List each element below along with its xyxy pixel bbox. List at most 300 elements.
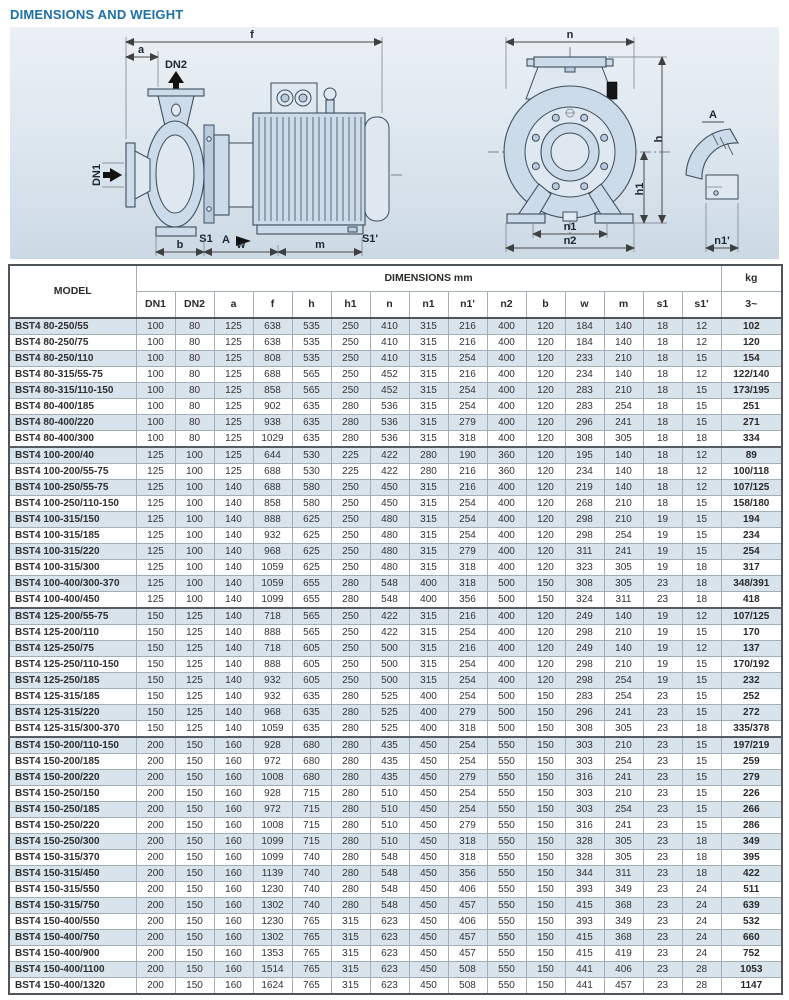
- weight-cell: 137: [721, 641, 782, 657]
- dimension-cell: 280: [331, 754, 370, 770]
- dimension-cell: 450: [409, 946, 448, 962]
- weight-cell: 100/118: [721, 464, 782, 480]
- table-row: [9, 351, 782, 367]
- dimension-cell: 254: [448, 689, 487, 705]
- dimension-cell: 150: [175, 770, 214, 786]
- dimension-cell: 968: [253, 705, 292, 721]
- dimension-cell: 400: [487, 528, 526, 544]
- dimension-cell: 550: [487, 962, 526, 978]
- dimension-cell: 280: [331, 802, 370, 818]
- dimension-cell: 160: [214, 818, 253, 834]
- dimension-cell: 368: [604, 930, 643, 946]
- dimension-cell: 18: [643, 496, 682, 512]
- dimension-cell: 140: [604, 608, 643, 625]
- weight-cell: 194: [721, 512, 782, 528]
- dimension-cell: 480: [370, 512, 409, 528]
- dimension-cell: 18: [643, 399, 682, 415]
- dimension-cell: 125: [214, 447, 253, 464]
- dimension-cell: 480: [370, 544, 409, 560]
- dimension-cell: 125: [136, 528, 175, 544]
- dimension-cell: 210: [604, 351, 643, 367]
- dimension-cell: 150: [526, 689, 565, 705]
- dimensions-table: [8, 264, 783, 995]
- table-row: [9, 737, 782, 754]
- dimension-cell: 120: [526, 608, 565, 625]
- dimension-cell: 160: [214, 978, 253, 995]
- dimension-cell: 305: [604, 560, 643, 576]
- dimension-cell: 280: [331, 882, 370, 898]
- table-row: [9, 962, 782, 978]
- dimension-cell: 15: [682, 705, 721, 721]
- col-header-a: a: [214, 292, 253, 319]
- dimension-cell: 305: [604, 576, 643, 592]
- col-header-b: b: [526, 292, 565, 319]
- dimension-cell: 15: [682, 512, 721, 528]
- dimension-cell: 550: [487, 754, 526, 770]
- dimension-cell: 100: [136, 431, 175, 448]
- dimension-cell: 525: [370, 705, 409, 721]
- dimension-cell: 638: [253, 335, 292, 351]
- model-cell: BST4 150-315/550: [9, 882, 136, 898]
- dimension-cell: 150: [526, 850, 565, 866]
- dimension-cell: 80: [175, 399, 214, 415]
- dimension-cell: 580: [292, 496, 331, 512]
- dimension-cell: 400: [487, 383, 526, 399]
- dimension-cell: 1059: [253, 576, 292, 592]
- dimension-cell: 565: [292, 625, 331, 641]
- dimension-cell: 1302: [253, 930, 292, 946]
- dimension-cell: 525: [370, 721, 409, 738]
- dimension-cell: 120: [526, 318, 565, 335]
- dimension-cell: 200: [136, 834, 175, 850]
- table-row: [9, 464, 782, 480]
- dimension-cell: 100: [175, 544, 214, 560]
- model-cell: BST4 80-400/220: [9, 415, 136, 431]
- dimension-cell: 23: [643, 592, 682, 609]
- dimension-cell: 932: [253, 689, 292, 705]
- dimension-cell: 150: [136, 689, 175, 705]
- dimension-cell: 150: [526, 866, 565, 882]
- dimension-cell: 298: [565, 657, 604, 673]
- dimension-cell: 18: [682, 834, 721, 850]
- dimension-cell: 150: [175, 882, 214, 898]
- col-header-n1: n1: [409, 292, 448, 319]
- dimension-cell: 305: [604, 834, 643, 850]
- dimension-cell: 315: [409, 608, 448, 625]
- dimension-cell: 100: [175, 592, 214, 609]
- dimension-cell: 356: [448, 592, 487, 609]
- col-header-f: f: [253, 292, 292, 319]
- dimension-cell: 150: [175, 978, 214, 995]
- dimension-cell: 125: [136, 560, 175, 576]
- dimension-cell: 1099: [253, 592, 292, 609]
- dimension-cell: 250: [331, 367, 370, 383]
- dimension-cell: 740: [292, 866, 331, 882]
- table-row: [9, 802, 782, 818]
- dimension-cell: 15: [682, 544, 721, 560]
- model-cell: BST4 100-200/55-75: [9, 464, 136, 480]
- dimension-cell: 400: [487, 351, 526, 367]
- model-cell: BST4 80-315/110-150: [9, 383, 136, 399]
- dimension-cell: 125: [214, 335, 253, 351]
- dimension-cell: 254: [604, 754, 643, 770]
- dimension-cell: 550: [487, 770, 526, 786]
- dimension-cell: 125: [175, 705, 214, 721]
- dimension-cell: 15: [682, 383, 721, 399]
- dimension-cell: 15: [682, 351, 721, 367]
- dimension-cell: 400: [487, 399, 526, 415]
- dimension-cell: 254: [604, 673, 643, 689]
- dimension-cell: 298: [565, 625, 604, 641]
- dimension-cell: 184: [565, 318, 604, 335]
- dimension-cell: 1099: [253, 834, 292, 850]
- dimension-cell: 250: [331, 657, 370, 673]
- dimension-cell: 80: [175, 383, 214, 399]
- dimension-cell: 550: [487, 946, 526, 962]
- table-row: [9, 786, 782, 802]
- kg-header: kg: [721, 265, 782, 292]
- dimension-cell: 625: [292, 528, 331, 544]
- table-row: [9, 641, 782, 657]
- pump-side-view: [91, 29, 404, 256]
- page-title: DIMENSIONS AND WEIGHT: [10, 7, 184, 22]
- dimension-cell: 210: [604, 512, 643, 528]
- dimension-cell: 450: [409, 786, 448, 802]
- dimension-cell: 535: [292, 318, 331, 335]
- dimension-cell: 250: [331, 528, 370, 544]
- pump-front-view: [488, 29, 670, 252]
- dimension-cell: 18: [682, 560, 721, 576]
- dimension-cell: 715: [292, 786, 331, 802]
- weight-cell: 89: [721, 447, 782, 464]
- dimension-cell: 415: [565, 930, 604, 946]
- dimension-cell: 150: [526, 930, 565, 946]
- dimension-cell: 150: [526, 818, 565, 834]
- model-cell: BST4 80-400/185: [9, 399, 136, 415]
- dim-label-h1: h1: [634, 182, 646, 196]
- dimension-cell: 450: [370, 480, 409, 496]
- dimension-cell: 280: [331, 866, 370, 882]
- dimension-cell: 100: [175, 528, 214, 544]
- dimension-cell: 15: [682, 689, 721, 705]
- dimension-cell: 19: [643, 657, 682, 673]
- dimension-cell: 932: [253, 528, 292, 544]
- dimension-cell: 18: [643, 480, 682, 496]
- dimension-cell: 210: [604, 383, 643, 399]
- dimension-cell: 250: [331, 383, 370, 399]
- dimension-cell: 279: [448, 818, 487, 834]
- dimension-cell: 23: [643, 850, 682, 866]
- dimension-cell: 80: [175, 431, 214, 448]
- dimension-cell: 150: [526, 786, 565, 802]
- dimension-cell: 150: [526, 978, 565, 995]
- dimension-cell: 15: [682, 399, 721, 415]
- dimension-cell: 140: [214, 641, 253, 657]
- table-row: [9, 415, 782, 431]
- dimension-cell: 19: [643, 560, 682, 576]
- dimension-cell: 200: [136, 946, 175, 962]
- dimension-cell: 400: [487, 480, 526, 496]
- model-cell: BST4 80-400/300: [9, 431, 136, 448]
- col-header-h: h: [292, 292, 331, 319]
- dimension-cell: 500: [487, 592, 526, 609]
- dimension-cell: 530: [292, 447, 331, 464]
- dimension-cell: 120: [526, 512, 565, 528]
- dimension-cell: 150: [175, 802, 214, 818]
- dimension-cell: 80: [175, 367, 214, 383]
- dimension-cell: 100: [136, 399, 175, 415]
- model-cell: BST4 80-250/110: [9, 351, 136, 367]
- dimension-cell: 928: [253, 786, 292, 802]
- col-header-n1-prime: n1': [448, 292, 487, 319]
- dimension-cell: 200: [136, 818, 175, 834]
- dimension-cell: 715: [292, 818, 331, 834]
- dimension-cell: 457: [604, 978, 643, 995]
- dimension-cell: 279: [448, 770, 487, 786]
- dimension-cell: 23: [643, 914, 682, 930]
- dimension-cell: 356: [448, 866, 487, 882]
- dimension-cell: 280: [331, 399, 370, 415]
- dimension-cell: 452: [370, 383, 409, 399]
- dimension-cell: 1139: [253, 866, 292, 882]
- dimension-cell: 23: [643, 786, 682, 802]
- dimension-cell: 315: [409, 415, 448, 431]
- dimension-cell: 12: [682, 335, 721, 351]
- dimension-cell: 349: [604, 914, 643, 930]
- weight-cell: 317: [721, 560, 782, 576]
- dimension-cell: 140: [214, 512, 253, 528]
- dimension-cell: 480: [370, 528, 409, 544]
- dimension-cell: 160: [214, 737, 253, 754]
- dimension-cell: 422: [370, 625, 409, 641]
- dimension-cell: 100: [136, 335, 175, 351]
- dim-label-n1-prime: n1': [714, 235, 730, 247]
- dimension-cell: 140: [604, 335, 643, 351]
- dimension-cell: 718: [253, 608, 292, 625]
- dimension-cell: 500: [370, 657, 409, 673]
- dimension-cell: 160: [214, 754, 253, 770]
- dimension-cell: 888: [253, 625, 292, 641]
- dimension-cell: 435: [370, 770, 409, 786]
- dimension-cell: 210: [604, 496, 643, 512]
- model-cell: BST4 150-400/1320: [9, 978, 136, 995]
- weight-cell: 349: [721, 834, 782, 850]
- dimension-cell: 305: [604, 850, 643, 866]
- dimension-cell: 125: [175, 625, 214, 641]
- dimension-cell: 938: [253, 415, 292, 431]
- dimension-cell: 315: [331, 962, 370, 978]
- table-row: [9, 560, 782, 576]
- dimension-cell: 150: [526, 914, 565, 930]
- weight-cell: 170: [721, 625, 782, 641]
- dimension-cell: 510: [370, 786, 409, 802]
- dimension-cell: 125: [136, 592, 175, 609]
- dimension-cell: 150: [175, 737, 214, 754]
- dimension-cell: 280: [409, 464, 448, 480]
- dimension-cell: 140: [214, 705, 253, 721]
- dimension-cell: 548: [370, 592, 409, 609]
- dim-label-dn2: DN2: [164, 59, 188, 71]
- table-row: [9, 721, 782, 738]
- model-cell: BST4 125-315/220: [9, 705, 136, 721]
- dimension-cell: 100: [175, 560, 214, 576]
- dimension-cell: 508: [448, 978, 487, 995]
- dimension-cell: 160: [214, 850, 253, 866]
- dim-label-h: h: [653, 135, 665, 143]
- dimension-cell: 23: [643, 770, 682, 786]
- dimension-cell: 140: [214, 657, 253, 673]
- dimension-cell: 210: [604, 657, 643, 673]
- dimension-cell: 23: [643, 721, 682, 738]
- dimension-cell: 15: [682, 657, 721, 673]
- dimension-cell: 550: [487, 898, 526, 914]
- dimension-cell: 400: [487, 512, 526, 528]
- dimension-cell: 125: [175, 657, 214, 673]
- model-cell: BST4 100-400/450: [9, 592, 136, 609]
- table-row: [9, 576, 782, 592]
- dimension-cell: 315: [409, 625, 448, 641]
- dimension-cell: 19: [643, 625, 682, 641]
- dimension-cell: 550: [487, 834, 526, 850]
- dimension-cell: 120: [526, 447, 565, 464]
- dimension-cell: 100: [136, 383, 175, 399]
- dimension-cell: 1514: [253, 962, 292, 978]
- weight-cell: 418: [721, 592, 782, 609]
- table-row: [9, 850, 782, 866]
- dimension-cell: 18: [643, 367, 682, 383]
- dimension-cell: 12: [682, 608, 721, 625]
- dimension-cell: 635: [292, 721, 331, 738]
- dimension-cell: 160: [214, 930, 253, 946]
- dimension-cell: 765: [292, 962, 331, 978]
- dimension-cell: 200: [136, 866, 175, 882]
- dimension-cell: 548: [370, 898, 409, 914]
- dimension-cell: 1029: [253, 431, 292, 448]
- dimension-cell: 298: [565, 512, 604, 528]
- dimension-cell: 150: [526, 898, 565, 914]
- dimension-cell: 500: [487, 689, 526, 705]
- dimension-cell: 400: [409, 689, 448, 705]
- pump-technical-drawing: [10, 27, 779, 259]
- dimension-cell: 125: [175, 689, 214, 705]
- dimension-cell: 24: [682, 930, 721, 946]
- weight-cell: 234: [721, 528, 782, 544]
- dimension-cell: 535: [292, 335, 331, 351]
- dimension-cell: 140: [604, 464, 643, 480]
- dimension-cell: 23: [643, 962, 682, 978]
- weight-cell: 122/140: [721, 367, 782, 383]
- dimension-cell: 530: [292, 464, 331, 480]
- dimension-cell: 140: [214, 721, 253, 738]
- dimension-cell: 688: [253, 367, 292, 383]
- model-cell: BST4 125-250/110-150: [9, 657, 136, 673]
- dimension-cell: 510: [370, 802, 409, 818]
- table-row: [9, 528, 782, 544]
- dimension-cell: 254: [604, 802, 643, 818]
- model-cell: BST4 125-250/75: [9, 641, 136, 657]
- dimension-cell: 160: [214, 866, 253, 882]
- dimension-cell: 605: [292, 641, 331, 657]
- dimension-cell: 140: [214, 592, 253, 609]
- weight-cell: 102: [721, 318, 782, 335]
- dimension-cell: 241: [604, 770, 643, 786]
- dimension-cell: 550: [487, 978, 526, 995]
- dimension-cell: 550: [487, 802, 526, 818]
- dimension-cell: 150: [526, 705, 565, 721]
- dimension-cell: 125: [136, 496, 175, 512]
- dimension-cell: 550: [487, 914, 526, 930]
- dimension-cell: 23: [643, 866, 682, 882]
- dimension-cell: 1624: [253, 978, 292, 995]
- dimension-cell: 625: [292, 512, 331, 528]
- dimension-cell: 80: [175, 415, 214, 431]
- dimensions-mm-header: DIMENSIONS mm: [136, 265, 721, 292]
- dimension-cell: 280: [331, 431, 370, 448]
- dimension-cell: 1230: [253, 914, 292, 930]
- dim-label-s1-prime: S1': [361, 233, 379, 245]
- weight-cell: 107/125: [721, 608, 782, 625]
- dim-label-f: f: [250, 29, 254, 41]
- model-cell: BST4 150-250/220: [9, 818, 136, 834]
- dimension-cell: 120: [526, 657, 565, 673]
- dimension-cell: 150: [526, 576, 565, 592]
- weight-cell: 334: [721, 431, 782, 448]
- table-row: [9, 318, 782, 335]
- dimension-cell: 315: [331, 978, 370, 995]
- dimension-cell: 324: [565, 592, 604, 609]
- dimension-cell: 318: [448, 850, 487, 866]
- dimension-cell: 254: [448, 399, 487, 415]
- dimension-cell: 23: [643, 946, 682, 962]
- dimension-cell: 12: [682, 367, 721, 383]
- table-row: [9, 496, 782, 512]
- dimension-cell: 19: [643, 641, 682, 657]
- dimension-cell: 858: [253, 496, 292, 512]
- dimension-cell: 200: [136, 914, 175, 930]
- dimension-cell: 298: [565, 528, 604, 544]
- dimension-cell: 125: [214, 399, 253, 415]
- dimension-cell: 150: [136, 705, 175, 721]
- dimension-cell: 249: [565, 608, 604, 625]
- dimension-cell: 250: [331, 625, 370, 641]
- dimension-cell: 23: [643, 930, 682, 946]
- weight-cell: 395: [721, 850, 782, 866]
- dimension-cell: 565: [292, 367, 331, 383]
- dimension-cell: 280: [409, 447, 448, 464]
- dimension-cell: 450: [409, 898, 448, 914]
- dimension-cell: 315: [409, 367, 448, 383]
- dimension-cell: 972: [253, 754, 292, 770]
- dimension-cell: 150: [526, 592, 565, 609]
- dimension-cell: 740: [292, 898, 331, 914]
- dimension-cell: 254: [448, 786, 487, 802]
- table-row: [9, 625, 782, 641]
- dimension-cell: 450: [409, 737, 448, 754]
- dimension-cell: 1230: [253, 882, 292, 898]
- dimension-cell: 12: [682, 318, 721, 335]
- dimension-cell: 18: [643, 318, 682, 335]
- dimension-cell: 100: [136, 415, 175, 431]
- model-cell: BST4 150-315/750: [9, 898, 136, 914]
- dimension-cell: 150: [526, 737, 565, 754]
- dimension-cell: 400: [487, 318, 526, 335]
- dimension-cell: 254: [604, 399, 643, 415]
- dimension-cell: 140: [214, 528, 253, 544]
- model-cell: BST4 125-250/185: [9, 673, 136, 689]
- dimension-cell: 441: [565, 962, 604, 978]
- weight-cell: 272: [721, 705, 782, 721]
- dimension-cell: 268: [565, 496, 604, 512]
